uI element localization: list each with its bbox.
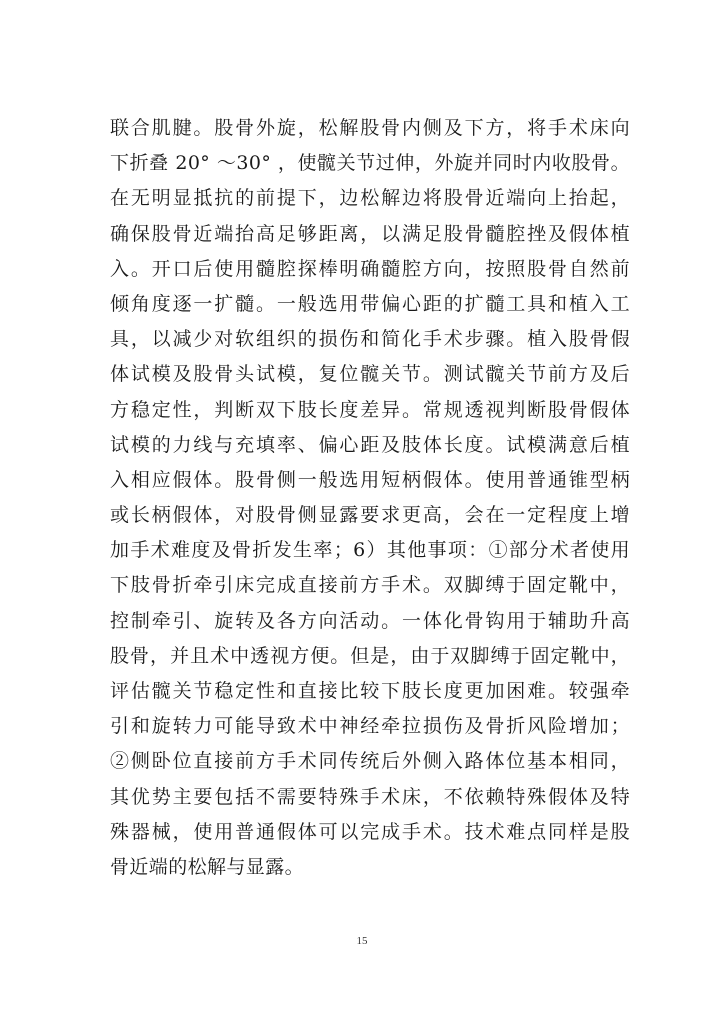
text-line: 其优势主要包括不需要特殊手术床，不依赖特殊假体及特 <box>110 785 630 808</box>
text-line: 入相应假体。股骨侧一般选用短柄假体。使用普通锥型柄 <box>110 468 630 491</box>
text-line: 入。开口后使用髓腔探棒明确髓腔方向，按照股骨自然前 <box>110 257 630 280</box>
text-line: 方稳定性，判断双下肢长度差异。常规透视判断股骨假体 <box>110 398 630 421</box>
text-line: 体试模及股骨头试模，复位髋关节。测试髋关节前方及后 <box>110 363 630 386</box>
text-line: 骨近端的松解与显露。 <box>110 855 305 878</box>
text-line: 联合肌腱。股骨外旋，松解股骨内侧及下方，将手术床向 <box>110 117 630 139</box>
text-line: 或长柄假体，对股骨侧显露要求更高，会在一定程度上增 <box>110 504 630 527</box>
body-text <box>110 111 630 885</box>
text-line: 下折叠 20° ～30° ，使髋关节过伸，外旋并同时内收股骨。 <box>110 152 630 175</box>
text-line: 加手术难度及骨折发生率；6）其他事项：①部分术者使用 <box>110 539 630 562</box>
text-line: 评估髋关节稳定性和直接比较下肢长度更加困难。较强牵 <box>110 680 630 702</box>
text-line: 殊器械，使用普通假体可以完成手术。技术难点同样是股 <box>110 820 630 843</box>
text-line: 控制牵引、旋转及各方向活动。一体化骨钩用于辅助升高 <box>110 609 630 632</box>
text-line: ②侧卧位直接前方手术同传统后外侧入路体位基本相同， <box>110 750 630 773</box>
text-line: 倾角度逐一扩髓。一般选用带偏心距的扩髓工具和植入工 <box>110 292 630 315</box>
text-line: 股骨，并且术中透视方便。但是，由于双脚缚于固定靴中， <box>110 644 630 667</box>
text-line: 在无明显抵抗的前提下，边松解边将股骨近端向上抬起， <box>110 187 630 210</box>
text-line: 确保股骨近端抬高足够距离，以满足股骨髓腔挫及假体植 <box>110 222 630 245</box>
page-number: 15 <box>356 935 368 947</box>
text-line: 引和旋转力可能导致术中神经牵拉损伤及骨折风险增加； <box>110 715 630 738</box>
text-line: 试模的力线与充填率、偏心距及肢体长度。试模满意后植 <box>110 433 630 456</box>
text-line: 具，以减少对软组织的损伤和简化手术步骤。植入股骨假 <box>110 328 630 351</box>
text-line: 下肢骨折牵引床完成直接前方手术。双脚缚于固定靴中， <box>110 574 630 597</box>
